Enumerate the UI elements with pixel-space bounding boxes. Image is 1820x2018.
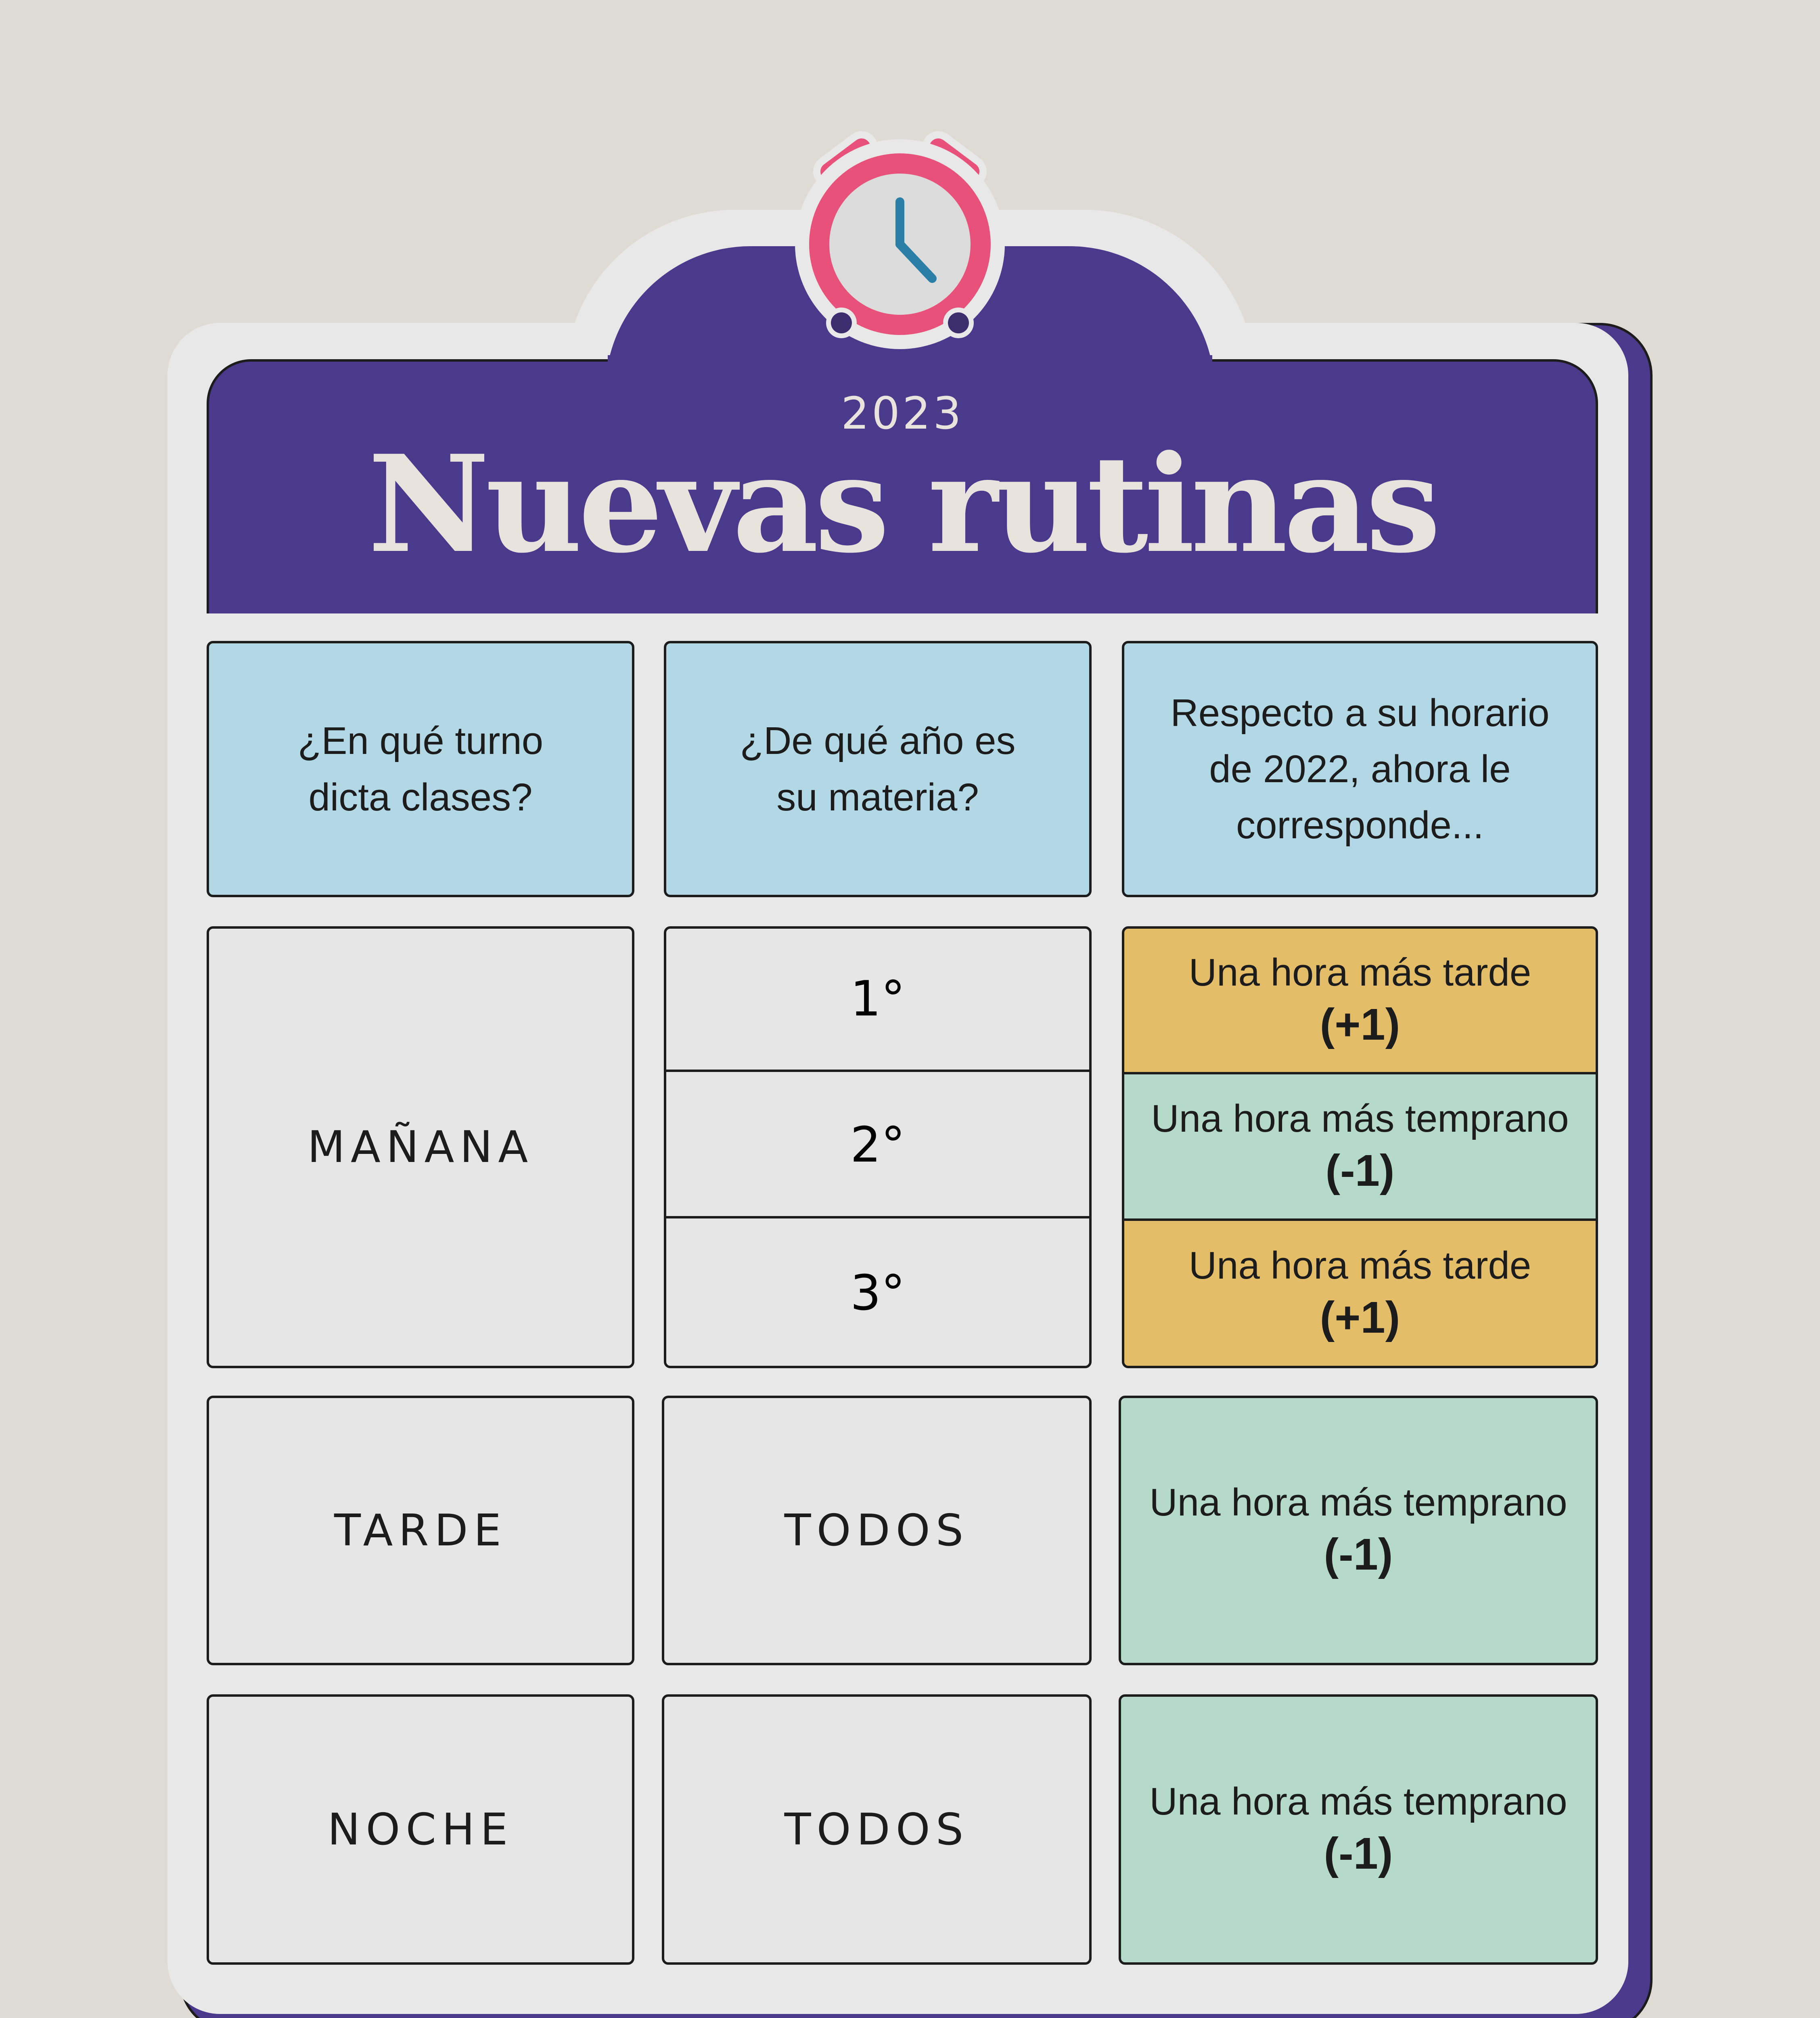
year-cell-noche bbox=[662, 1694, 1092, 1965]
turno-tarde-label: TARDE bbox=[334, 1505, 507, 1556]
page-title: Nuevas rutinas bbox=[368, 426, 1437, 582]
answer-manana-3 bbox=[1122, 1218, 1598, 1368]
turno-noche-label: NOCHE bbox=[327, 1804, 514, 1855]
turno-cell-noche bbox=[207, 1694, 634, 1965]
answer-manana-3-text: Una hora más tarde bbox=[1188, 1243, 1531, 1287]
year-tarde-label: TODOS bbox=[784, 1505, 969, 1556]
year-row-3-label: 3° bbox=[850, 1265, 906, 1321]
year-cell-tarde bbox=[662, 1396, 1092, 1665]
turno-cell-manana bbox=[207, 926, 634, 1368]
answer-tarde-value: (-1) bbox=[1324, 1530, 1393, 1580]
alarm-clock-icon bbox=[791, 129, 1009, 355]
answer-tarde-text: Una hora más temprano bbox=[1149, 1481, 1567, 1524]
header-cell-horario-label: Respecto a su horario de 2022, ahora le corresponde... bbox=[1170, 691, 1550, 847]
year-row-2-label: 2° bbox=[850, 1117, 906, 1173]
answer-noche-value: (-1) bbox=[1324, 1829, 1393, 1879]
header-year: 2023 bbox=[841, 387, 964, 439]
answer-manana-3-value: (+1) bbox=[1320, 1292, 1400, 1342]
year-row-2 bbox=[666, 1074, 1089, 1218]
header-cell-anio bbox=[664, 641, 1092, 897]
answer-manana-2 bbox=[1122, 1072, 1598, 1221]
answer-noche-text: Una hora más temprano bbox=[1149, 1780, 1567, 1823]
answer-manana-1-value: (+1) bbox=[1320, 999, 1400, 1049]
answer-manana-1-text: Una hora más tarde bbox=[1188, 950, 1531, 994]
header-cell-turno-label: ¿En qué turno dicta clases? bbox=[297, 719, 544, 819]
header-cell-anio-label: ¿De qué año es su materia? bbox=[740, 719, 1016, 819]
answer-tarde bbox=[1119, 1396, 1598, 1665]
header-tab-joint bbox=[608, 355, 1212, 367]
answer-manana-2-text: Una hora más temprano bbox=[1151, 1097, 1569, 1140]
year-row-1-label: 1° bbox=[850, 971, 906, 1027]
answer-manana-2-value: (-1) bbox=[1325, 1145, 1395, 1195]
year-row-3 bbox=[666, 1220, 1089, 1366]
turno-manana-label: MAÑANA bbox=[307, 1122, 534, 1172]
answer-manana-1 bbox=[1122, 926, 1598, 1074]
answer-noche bbox=[1119, 1694, 1598, 1965]
header-cell-turno bbox=[207, 641, 634, 897]
year-noche-label: TODOS bbox=[784, 1804, 969, 1855]
header-cell-horario bbox=[1122, 641, 1598, 897]
turno-cell-tarde bbox=[207, 1396, 634, 1665]
year-row-1 bbox=[666, 929, 1089, 1072]
